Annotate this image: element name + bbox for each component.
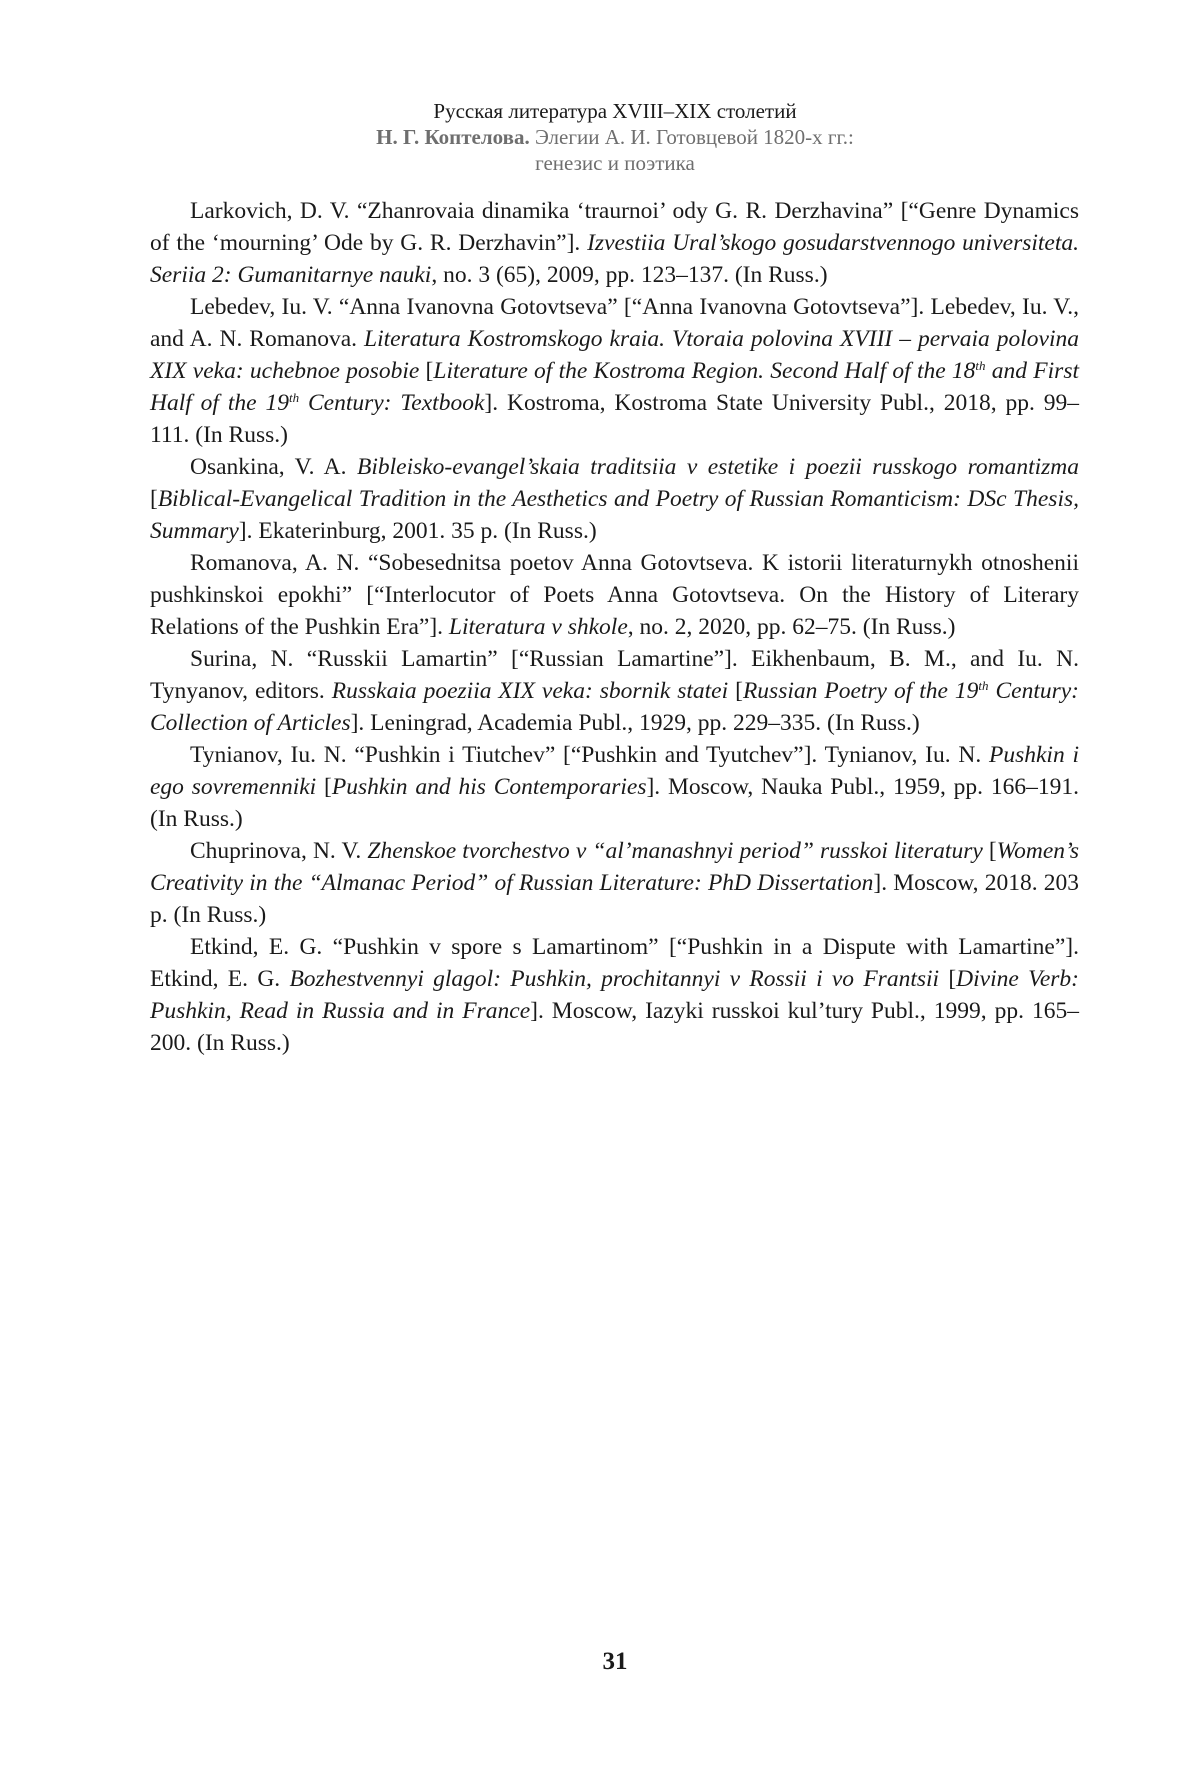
article-author: Н. Г. Коптелова. [376, 125, 530, 149]
reference-item-osankina: Osankina, V. A. Bibleisko-evangel’skaia traditsiia v estetike i poezii russkogo romantiz­ma [Biblical-Evangelical Tradition in the Aesthetics and Poetry of Russian Romanticism: DSc Thesis, Summary]. Ekaterinburg, 2001. 35 p. (In Russ.) [150, 451, 1079, 547]
reference-item-etkind: Etkind, E. G. “Pushkin v spore s Lamartinom” [“Pushkin in a Dispute with Lamar­tine”]. Etkind, E. G. Bozhestvennyi glagol: Pushkin, prochitannyi v Rossii i vo Frantsii [Di­vine Verb: Pushkin, Read in Russia and in France]. Moscow, Iazyki russkoi kul’tury Publ., 1999, pp. 165–200. (In Russ.) [150, 931, 1079, 1059]
reference-item-chuprinova: Chuprinova, N. V. Zhenskoe tvorchestvo v “al’manashnyi period” russkoi literatury [Women’s Creativity in the “Almanac Period” of Russian Literature: PhD Dissertation]. Moscow, 2018. 203 p. (In Russ.) [150, 835, 1079, 931]
article-title [150, 124, 1080, 150]
reference-item-tynianov: Tynianov, Iu. N. “Pushkin i Tiutchev” [“Pushkin and Tyutchev”]. Tynianov, Iu. N. Pushkin i ego sovremenniki [Pushkin and his Contemporaries]. Moscow, Nauka Publ., 1959, pp. 166–191. (In Russ.) [150, 739, 1079, 835]
reference-item-larkovich: Larkovich, D. V. “Zhanrovaia dinamika ‘traurnoi’ ody G. R. Derzhavina” [“Genre Dy­namics of the ‘mourning’ Ode by G. R. Derzhavin”]. Izvestiia Ural’skogo gosudarstvennogo universiteta. Seriia 2: Gumanitarnye nauki, no. 3 (65), 2009, pp. 123–137. (In Russ.) [150, 195, 1079, 291]
journal-title: Русская литература XVIII–XIX столетий [150, 98, 1080, 124]
article-title-line2: генезис и поэтика [150, 150, 1080, 176]
page-number: 31 [150, 1648, 1080, 1676]
reference-item-romanova: Romanova, A. N. “Sobesednitsa poetov Anna Gotovtseva. K istorii literaturnykh ot­noshenii pushkinskoi epokhi” [“Interlocutor of Poets Anna Gotovtseva. On the History of Literary Relations of the Pushkin Era”]. Literatura v shkole, no. 2, 2020, pp. 62–75. (In Russ.) [150, 547, 1079, 643]
reference-list [150, 195, 1079, 1059]
reference-item-surina: Surina, N. “Russkii Lamartin” [“Russian Lamartine”]. Eikhenbaum, B. M., and Iu. N. Tynyanov, editors. Russkaia poeziia XIX veka: sbornik statei [Russian Poetry of the 19th Century: Collection of Articles]. Leningrad, Academia Publ., 1929, pp. 229–335. (In Russ.) [150, 643, 1079, 739]
article-title-part1: Элегии А. И. Готовцевой 1820-х гг.: [535, 125, 854, 149]
running-head [150, 98, 1080, 176]
reference-item-lebedev: Lebedev, Iu. V. “Anna Ivanovna Gotovtseva” [“Anna Ivanovna Gotovtseva”]. Lebe­dev, Iu. V., and A. N. Romanova. Literatura Kostromskogo kraia. Vtoraia polovina XVIII – pervaia polovina XIX veka: uchebnoe posobie [Literature of the Kostroma Region. Second Half of the 18th and First Half of the 19th Century: Textbook]. Kostroma, Kostroma State University Publ., 2018, pp. 99–111. (In Russ.) [150, 291, 1079, 451]
